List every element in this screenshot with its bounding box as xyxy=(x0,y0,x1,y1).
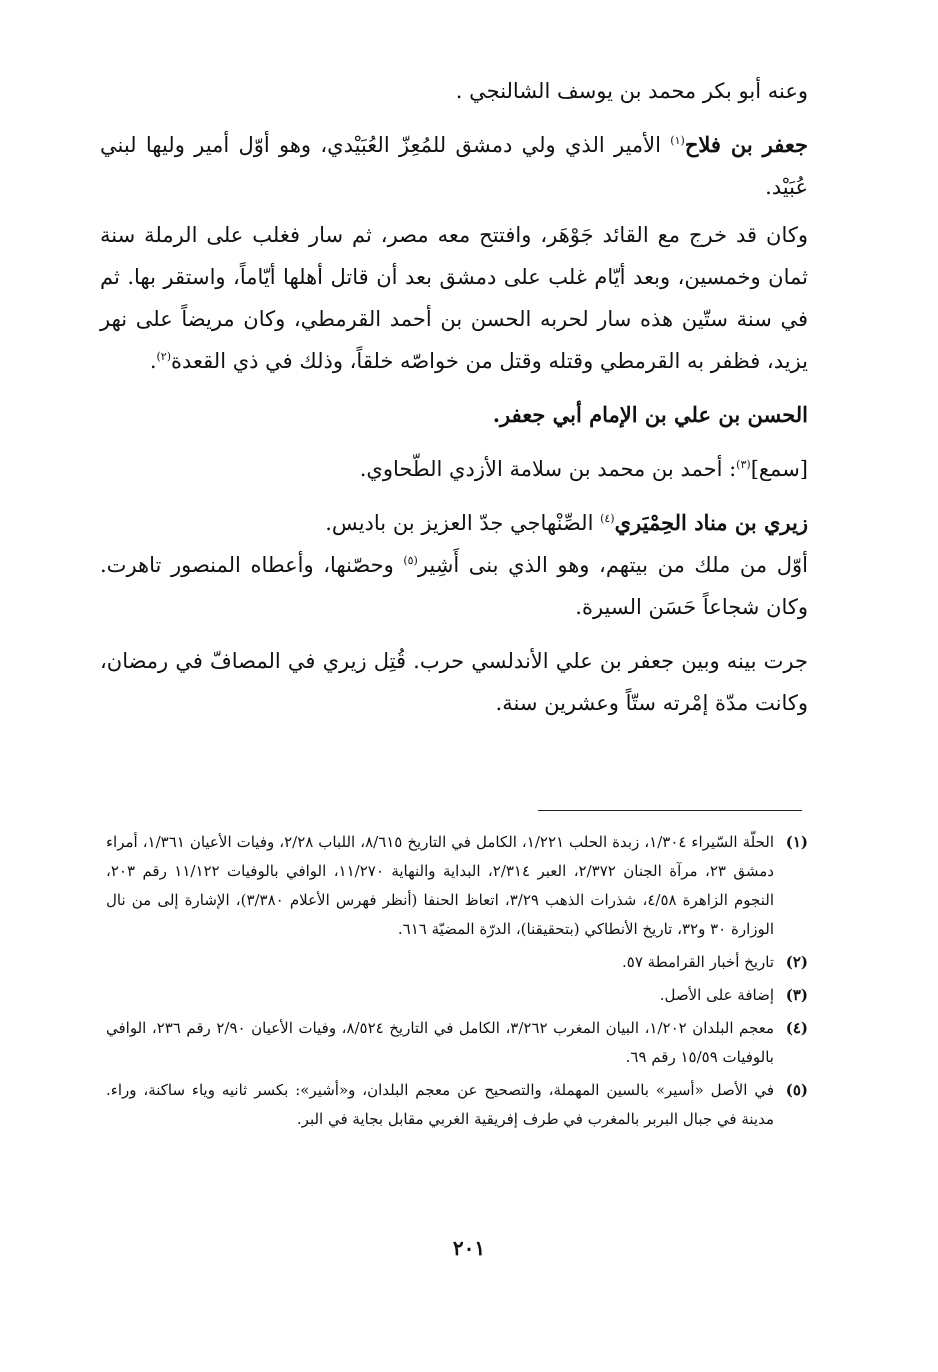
entry-hasan: الحسن بن علي بن الإمام أبي جعفر. xyxy=(492,402,808,427)
paragraph-ziri-bio: أوّل من ملك من بيتهم، وهو الذي بنى أَشِير$^{(٥)}$ وحصّنها، وأعطاه المنصور تاهرت. وكان شجاعاً حَسَن السيرة. xyxy=(100,553,808,619)
paragraph-ziri-death: جرت بينه وبين جعفر بن علي الأندلسي حرب. قُتِل زيري في المصافّ في رمضان، وكانت مدّة إمْرته ستّاً وعشرين سنة. xyxy=(100,649,808,715)
footnote-number: (١) xyxy=(785,833,808,851)
footnote-3 xyxy=(106,981,808,1010)
footnote-text: في الأصل «أسير» بالسين المهملة، والتصحيح عن معجم البلدان، و«أشير»: بكسر ثانيه وياء ساكنة، وراء. مدينة في جبال البربر بالمغرب في طرف إفريقية الغربي مقابل بجاية في البر. xyxy=(106,1081,774,1128)
footnote-number: (٢) xyxy=(785,953,808,971)
entry-jafar: جعفر بن فلاح$^{(١)}$ الأمير الذي ولي دمشق للمُعِزّ العُبَيْدي، وهو أوّل أمير وليها لبني عُبَيْد. xyxy=(100,132,808,199)
footnote-1 xyxy=(106,828,808,944)
footnote-2 xyxy=(106,948,808,977)
footnote-text: الحلّة السّيراء ١/٣٠٤، زبدة الحلب ١/٢٢١، الكامل في التاريخ ٨/٦١٥، اللباب ٢/٢٨، وفيات الأعيان ١/٣٦١، أمراء دمشق ٢٣، مرآة الجنان ٢/٣٧٢، العبر ٢/٣١٤، البداية والنهاية ١١/٢٧٠، الوافي بالوفيات ١١/١٢٢ رقم ٢٠٣، النجوم الزاهرة ٤/٥٨، شذرات الذهب ٣/٢٩، اتعاظ الحنفا (أنظر فهرس الأعلام ٣/٣٨٠)، الإشارة إلى من نال الوزارة ٣٠ و٣٢، تاريخ الأنطاكي (بتحقيقنا)، الدرّة المضيّة ٦١٦. xyxy=(106,833,775,938)
entry-sami: [سمع]$^{(٣)}$: أحمد بن محمد بن سلامة الأزدي الطّحاوي. xyxy=(359,457,808,481)
footnote-5 xyxy=(106,1076,808,1134)
footnote-number: (٥) xyxy=(785,1081,808,1099)
entry-name-ziri: زيري بن مناد الحِمْيَري xyxy=(614,510,808,535)
paragraph-1: وعنه أبو بكر محمد بن يوسف الشالنجي . xyxy=(455,79,808,103)
footnote-number: (٤) xyxy=(785,1019,808,1037)
footnote-text: إضافة على الأصل. xyxy=(659,986,774,1004)
footnote-ref-4[interactable]: (٤) xyxy=(600,512,615,525)
footnote-ref-3[interactable]: (٣) xyxy=(736,458,751,471)
footnote-text: معجم البلدان ١/٢٠٢، البيان المغرب ٣/٢٦٢، الكامل في التاريخ ٨/٥٢٤، وفيات الأعيان ٢/٩٠ رقم ٢٣٦، الوافي بالوفيات ١٥/٥٩ رقم ٦٩. xyxy=(106,1019,774,1066)
footnotes xyxy=(106,828,808,1138)
main-text xyxy=(100,70,808,724)
footnote-4 xyxy=(106,1014,808,1072)
entry-ziri: زيري بن مناد الحِمْيَري$^{(٤)}$ الصِّنْهاجي جدّ العزيز بن باديس. xyxy=(325,510,808,535)
page-number: ٢٠١ xyxy=(452,1236,486,1260)
footnote-ref-2[interactable]: (٢) xyxy=(156,350,172,363)
entry-name-jafar: جعفر بن فلاح xyxy=(684,132,808,157)
footnote-ref-1[interactable]: (١) xyxy=(670,134,685,147)
footnote-divider xyxy=(538,810,802,811)
footnote-text: تاريخ أخبار القرامطة ٥٧. xyxy=(622,953,774,971)
footnote-ref-5[interactable]: (٥) xyxy=(403,554,418,567)
footnote-number: (٣) xyxy=(785,986,808,1004)
paragraph-jafar-bio: وكان قد خرج مع القائد جَوْهَر، وافتتح معه مصر، ثم سار فغلب على الرملة سنة ثمان وخمسين، وبعد أيّام غلب على دمشق بعد أن قاتل أهلها أيّاماً، واستقر بها. ثم في سنة ستّين هذه سار لحربه الحسن بن أحمد القرمطي، وكان مريضاً على نهر يزيد، فظفر به القرمطي وقتله وقتل من خواصّه خلقاً، وذلك في ذي القعدة$^{(٢)}$. xyxy=(100,223,808,373)
